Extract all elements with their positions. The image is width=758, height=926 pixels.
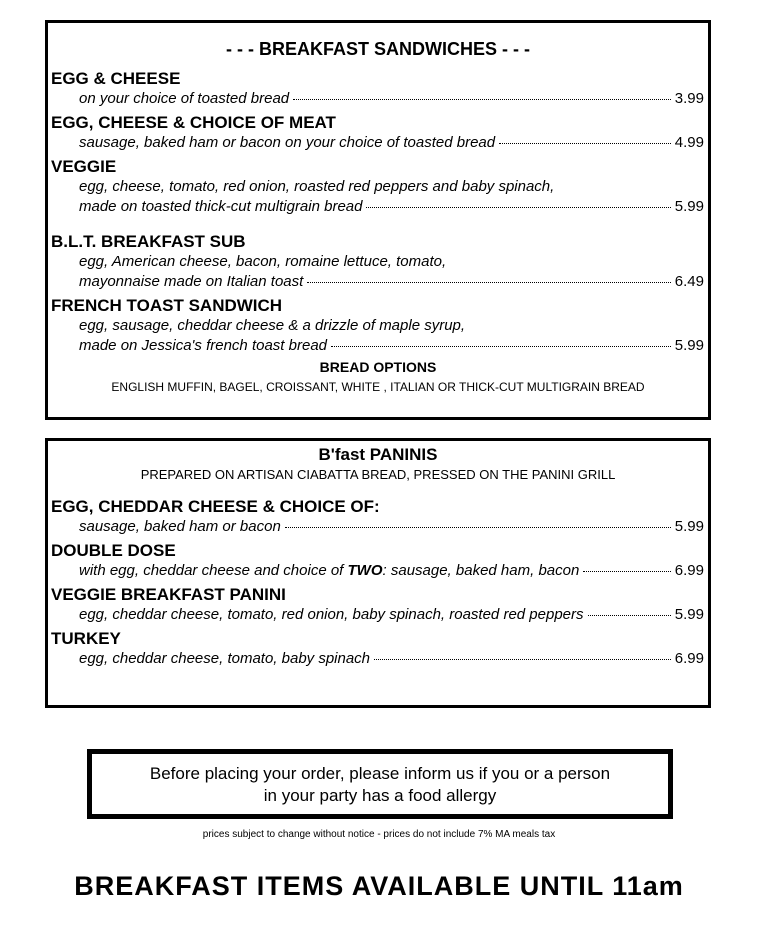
dot-leader	[374, 659, 671, 660]
item-name: FRENCH TOAST SANDWICH	[51, 296, 283, 315]
item-description: on your choice of toasted bread	[79, 90, 290, 107]
dot-leader	[331, 346, 671, 347]
item-price: 6.99	[674, 562, 704, 579]
menu-item	[51, 112, 704, 153]
dot-leader	[307, 282, 670, 283]
item-name: B.L.T. BREAKFAST SUB	[51, 232, 246, 251]
item-description: egg, cheddar cheese, tomato, red onion, baby spinach, roasted red peppers	[79, 606, 584, 623]
menu-item	[51, 295, 704, 356]
breakfast-sandwiches-section	[45, 20, 711, 420]
dot-leader	[293, 99, 671, 100]
item-name: VEGGIE	[51, 157, 117, 176]
price-disclaimer: prices subject to change without notice - prices do not include 7% MA meals tax	[202, 829, 556, 840]
dot-leader	[588, 615, 671, 616]
item-name: DOUBLE DOSE	[51, 541, 176, 560]
paninis-section	[45, 438, 711, 708]
dot-leader	[285, 527, 671, 528]
item-description: sausage, baked ham or bacon on your choice of toasted bread	[79, 134, 496, 151]
item-description: made on toasted thick-cut multigrain bread	[79, 198, 363, 215]
item-price: 5.99	[674, 337, 704, 354]
item-description: made on Jessica's french toast bread	[79, 337, 327, 354]
item-description: egg, American cheese, bacon, romaine lettuce, tomato,	[79, 253, 447, 270]
menu-item	[51, 231, 704, 292]
item-name: TURKEY	[51, 629, 121, 648]
item-price: 5.99	[674, 198, 704, 215]
dot-leader	[499, 143, 671, 144]
item-description: sausage, baked ham or bacon	[79, 518, 281, 535]
item-name: EGG & CHEESE	[51, 69, 181, 88]
menu-item	[51, 584, 704, 625]
item-description: mayonnaise made on Italian toast	[79, 273, 304, 290]
bread-options-list: ENGLISH MUFFIN, BAGEL, CROISSANT, WHITE , ITALIAN OR THICK-CUT MULTIGRAIN BREAD	[111, 380, 645, 394]
item-price: 3.99	[674, 90, 704, 107]
item-description: with egg, cheddar cheese and choice of TWO: sausage, baked ham, bacon	[79, 562, 580, 579]
allergy-notice-line: Before placing your order, please inform us if you or a person	[149, 764, 611, 783]
item-description: egg, cheddar cheese, tomato, baby spinach	[79, 650, 371, 667]
item-name: VEGGIE BREAKFAST PANINI	[51, 585, 286, 604]
item-name: EGG, CHEDDAR CHEESE & CHOICE OF:	[51, 497, 380, 516]
section-heading: - - - BREAKFAST SANDWICHES - - -	[226, 39, 530, 59]
menu-item	[51, 628, 704, 669]
item-price: 6.99	[674, 650, 704, 667]
allergy-notice-line: in your party has a food allergy	[263, 786, 497, 805]
menu-item	[51, 68, 704, 109]
section-subheading: PREPARED ON ARTISAN CIABATTA BREAD, PRESSED ON THE PANINI GRILL	[140, 467, 616, 482]
emphasis-text: TWO	[347, 562, 383, 579]
item-price: 6.49	[674, 273, 704, 290]
section-heading: B'fast PANINIS	[318, 445, 438, 464]
menu-item	[51, 156, 704, 217]
menu-item	[51, 496, 704, 537]
dot-leader	[366, 207, 670, 208]
item-description: egg, cheese, tomato, red onion, roasted red peppers and baby spinach,	[79, 178, 555, 195]
item-price: 5.99	[674, 518, 704, 535]
breakfast-hours-banner: BREAKFAST ITEMS AVAILABLE UNTIL 11am	[74, 871, 684, 901]
bread-options-title: BREAD OPTIONS	[319, 359, 437, 375]
menu-item	[51, 540, 704, 581]
item-description: egg, sausage, cheddar cheese & a drizzle of maple syrup,	[79, 317, 466, 334]
item-name: EGG, CHEESE & CHOICE OF MEAT	[51, 113, 336, 132]
item-price: 5.99	[674, 606, 704, 623]
item-price: 4.99	[674, 134, 704, 151]
allergy-notice	[87, 749, 673, 819]
dot-leader	[583, 571, 670, 572]
